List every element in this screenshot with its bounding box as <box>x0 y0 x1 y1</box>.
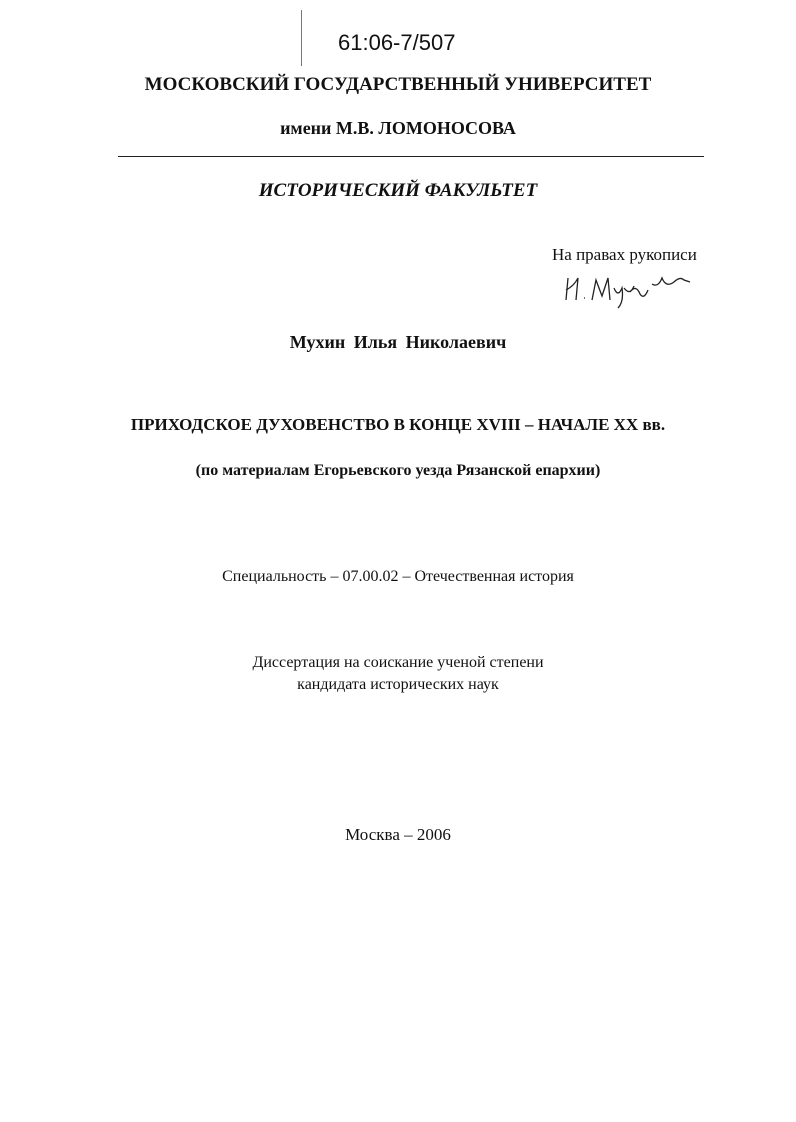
university-named-after: имени М.В. ЛОМОНОСОВА <box>280 118 516 138</box>
header-divider <box>118 156 704 157</box>
binding-mark-line <box>301 10 302 66</box>
specialty-line: Специальность – 07.00.02 – Отечественная история <box>222 568 574 585</box>
place-and-year: Москва – 2006 <box>345 825 451 844</box>
university-name: МОСКОВСКИЙ ГОСУДАРСТВЕННЫЙ УНИВЕРСИТЕТ <box>144 74 652 95</box>
archive-code: 61:06-7/507 <box>338 30 456 55</box>
degree-line-1: Диссертация на соискание ученой степени <box>252 654 544 671</box>
dissertation-title: ПРИХОДСКОЕ ДУХОВЕНСТВО В КОНЦЕ XVIII – НАЧАЛЕ XX вв. <box>130 415 666 434</box>
author-name: Мухин Илья Николаевич <box>289 332 507 352</box>
faculty-name: ИСТОРИЧЕСКИЙ ФАКУЛЬТЕТ <box>258 180 538 201</box>
handwritten-signature <box>560 270 700 315</box>
rights-note: На правах рукописи <box>552 245 697 264</box>
degree-line-2: кандидата исторических наук <box>297 676 499 693</box>
dissertation-subtitle: (по материалам Егорьевского уезда Рязанской епархии) <box>195 462 601 479</box>
